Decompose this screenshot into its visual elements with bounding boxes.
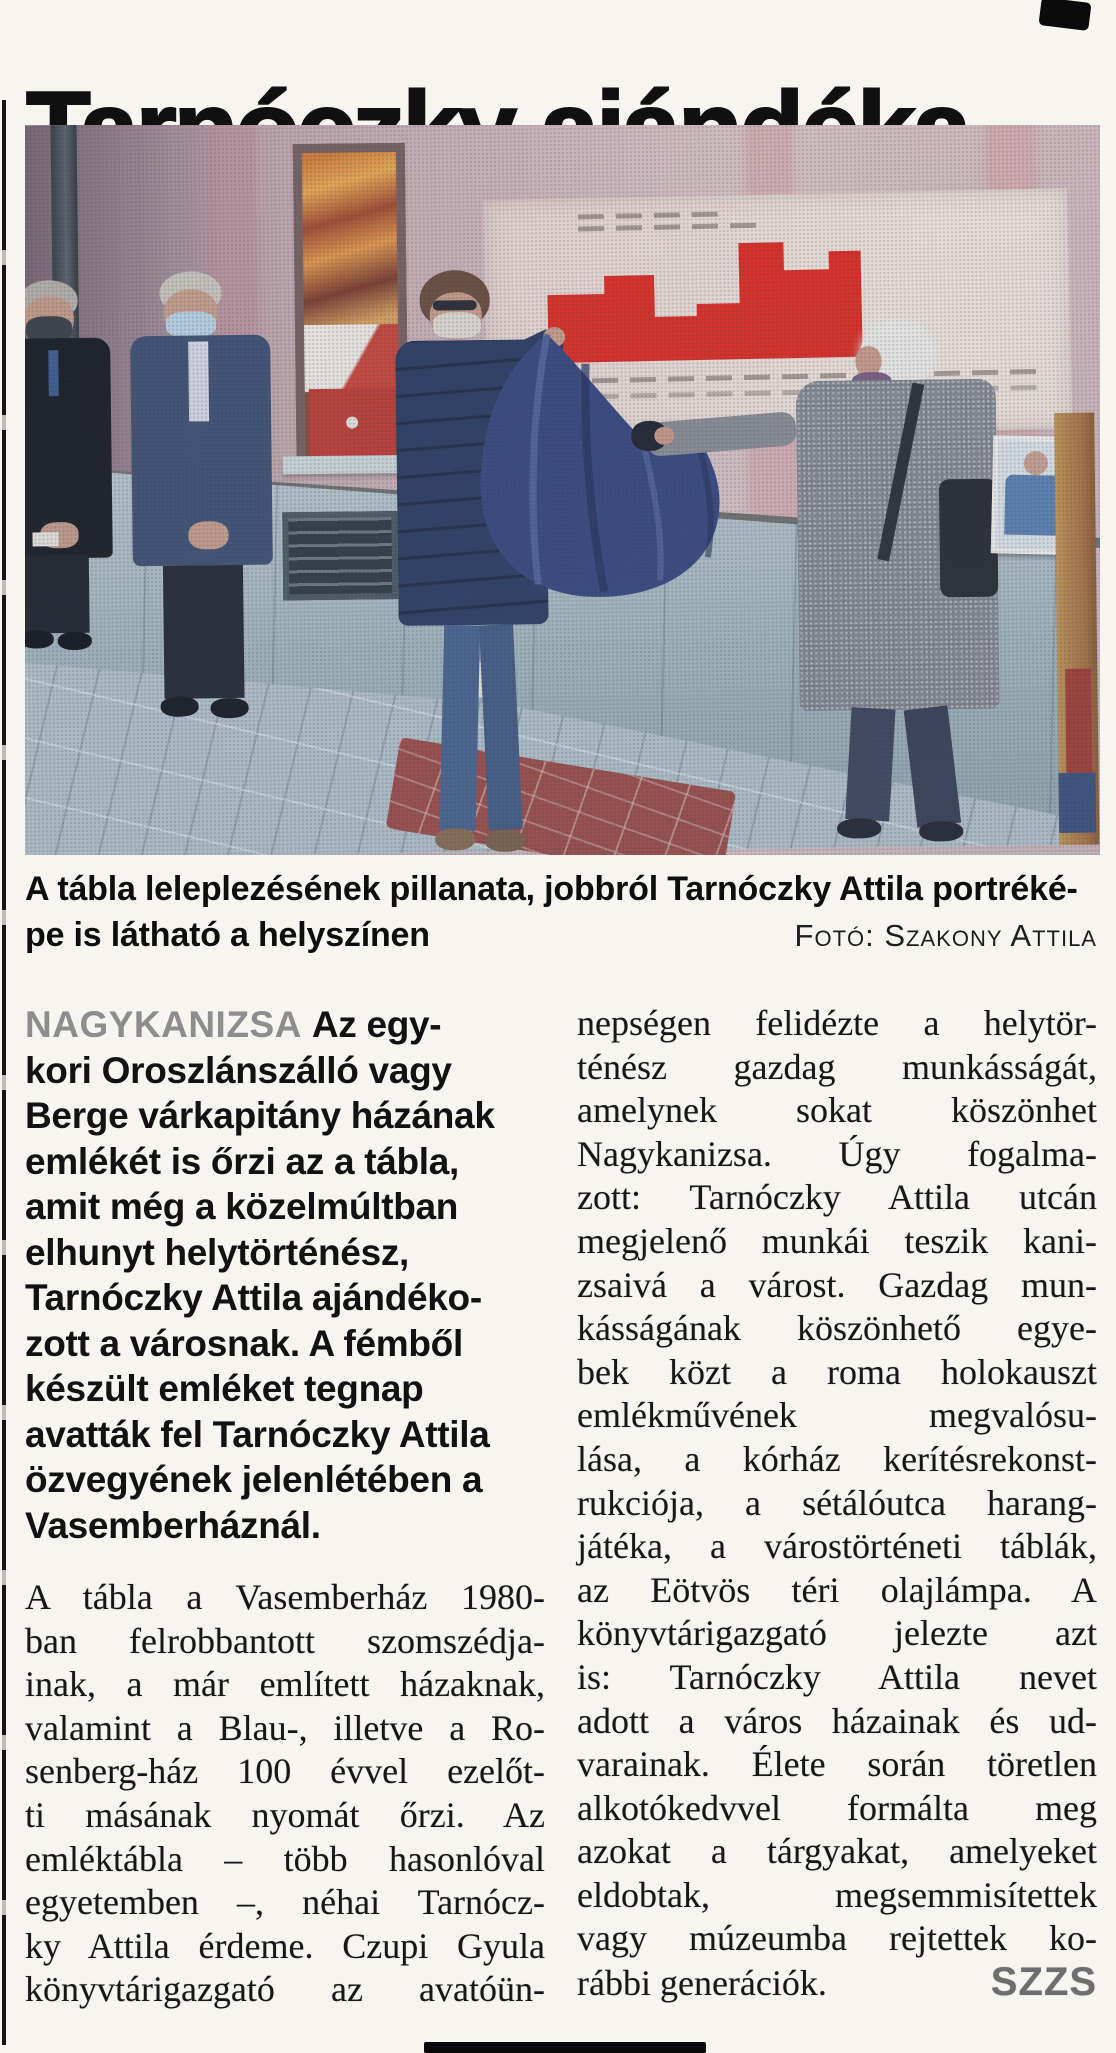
photo-scene	[25, 125, 1100, 855]
text-line: bek közt a roma holokauszt	[577, 1351, 1097, 1392]
text-line: megjelenő munkái teszik kani-	[577, 1220, 1097, 1261]
column-right	[577, 1002, 1097, 2012]
scan-edge-mark	[2, 100, 6, 2045]
text-line: amelynek sokat köszönhet	[577, 1090, 1097, 1131]
author-initials: SZZS	[990, 1960, 1097, 2005]
text-line: emlékét is őrzi az a tábla,	[25, 1140, 460, 1182]
text-line: elhunyt helytörténész,	[25, 1231, 410, 1273]
article-body	[25, 1002, 1097, 2012]
lead-paragraph	[25, 1002, 545, 1548]
scan-mark-bottom	[424, 2042, 706, 2053]
text-line: varainak. Élete során töretlen	[577, 1744, 1097, 1785]
text-line: vagy múzeumba rejtettek ko-	[577, 1918, 1097, 1959]
text-line	[25, 1002, 545, 1048]
text-line: nepségen felidézte a helytör-	[577, 1003, 1097, 1043]
scan-mark-top-right	[1038, 0, 1091, 31]
text-line: kori Oroszlánszálló vagy	[25, 1049, 452, 1091]
text-line: alkotókedvvel formálta meg	[577, 1787, 1097, 1828]
text-line: kásságának köszönhető egye-	[577, 1308, 1097, 1349]
text-line: Vasemberháznál.	[25, 1504, 321, 1546]
text-line: játéka, a várostörténeti táblák,	[577, 1526, 1097, 1567]
text-line: ky Attila érdeme. Czupi Gyula	[25, 1925, 545, 1966]
caption-line: A tábla leleplezésének pillanata, jobbról Tarnóczky Attila portréké-	[25, 870, 1078, 908]
article-photo	[25, 125, 1100, 855]
text-line: is: Tarnóczky Attila nevet	[577, 1656, 1097, 1697]
closing-line	[577, 1961, 1097, 2006]
text-line: egyetemben –, néhai Tarnócz-	[25, 1882, 545, 1923]
text-line: ban felrobbantott szomszédja-	[25, 1620, 545, 1661]
text-line: azokat a tárgyakat, amelyeket	[577, 1831, 1097, 1872]
text-line: amit még a közelmúltban	[25, 1186, 459, 1227]
text-line: emléktábla – több hasonlóval	[25, 1838, 545, 1879]
text-line: Nagykanizsa. Úgy fogalma-	[577, 1133, 1097, 1174]
text-line: zsaivá a várost. Gazdag mun-	[577, 1264, 1097, 1305]
text-line: Berge várkapitány házának	[25, 1095, 495, 1136]
text-line: eldobtak, megsemmisítettek	[577, 1874, 1097, 1915]
text-line: könyvtárigazgató az avatóün-	[25, 1969, 545, 2010]
lead-first-line: Az egy-	[311, 1004, 442, 1045]
text-line: senberg-ház 100 évvel ezelőt-	[25, 1751, 545, 1792]
body-paragraph-left	[25, 1576, 545, 2012]
text-line: adott a város házainak és ud-	[577, 1700, 1097, 1741]
text-line: inak, a már említett házaknak,	[25, 1664, 545, 1705]
photo-credit: Fotó: Szakony Attila	[794, 918, 1097, 953]
text-line: könyvtárigazgató jelezte azt	[577, 1613, 1097, 1654]
text-line: ti másának nyomát őrzi. Az	[25, 1794, 545, 1835]
text-line: avatták fel Tarnóczky Attila	[25, 1413, 490, 1455]
lead-lines	[25, 1048, 545, 1549]
text-line: az Eötvös téri olajlámpa. A	[577, 1569, 1097, 1610]
text-line: rukciója, a sétálóutca harang-	[577, 1482, 1097, 1523]
text-line: emlékművének megvalósu-	[577, 1395, 1097, 1436]
location-tag: NAGYKANIZSA	[25, 1004, 302, 1045]
text-line: zott: Tarnóczky Attila utcán	[577, 1177, 1097, 1218]
body-paragraph-right	[577, 1002, 1097, 1961]
halftone-texture	[25, 125, 1100, 855]
text-line: Tarnóczky Attila ajándéko-	[25, 1277, 482, 1318]
column-left	[25, 1002, 545, 2012]
text-line: özvegyének jelenlétében a	[25, 1459, 483, 1500]
text-line: rábbi generációk.	[577, 1963, 827, 2004]
text-line: lása, a kórház kerítésrekonst-	[577, 1438, 1097, 1479]
photo-caption	[25, 866, 1097, 959]
caption-line: pe is látható a helyszínen	[25, 916, 430, 954]
text-line: zott a városnak. A fémből	[25, 1322, 463, 1364]
text-line: valamint a Blau-, illetve a Ro-	[25, 1707, 545, 1748]
text-line: ténész gazdag munkásságát,	[577, 1046, 1097, 1087]
text-line: A tábla a Vasemberház 1980-	[25, 1577, 545, 1617]
text-line: készült emléket tegnap	[25, 1368, 424, 1409]
